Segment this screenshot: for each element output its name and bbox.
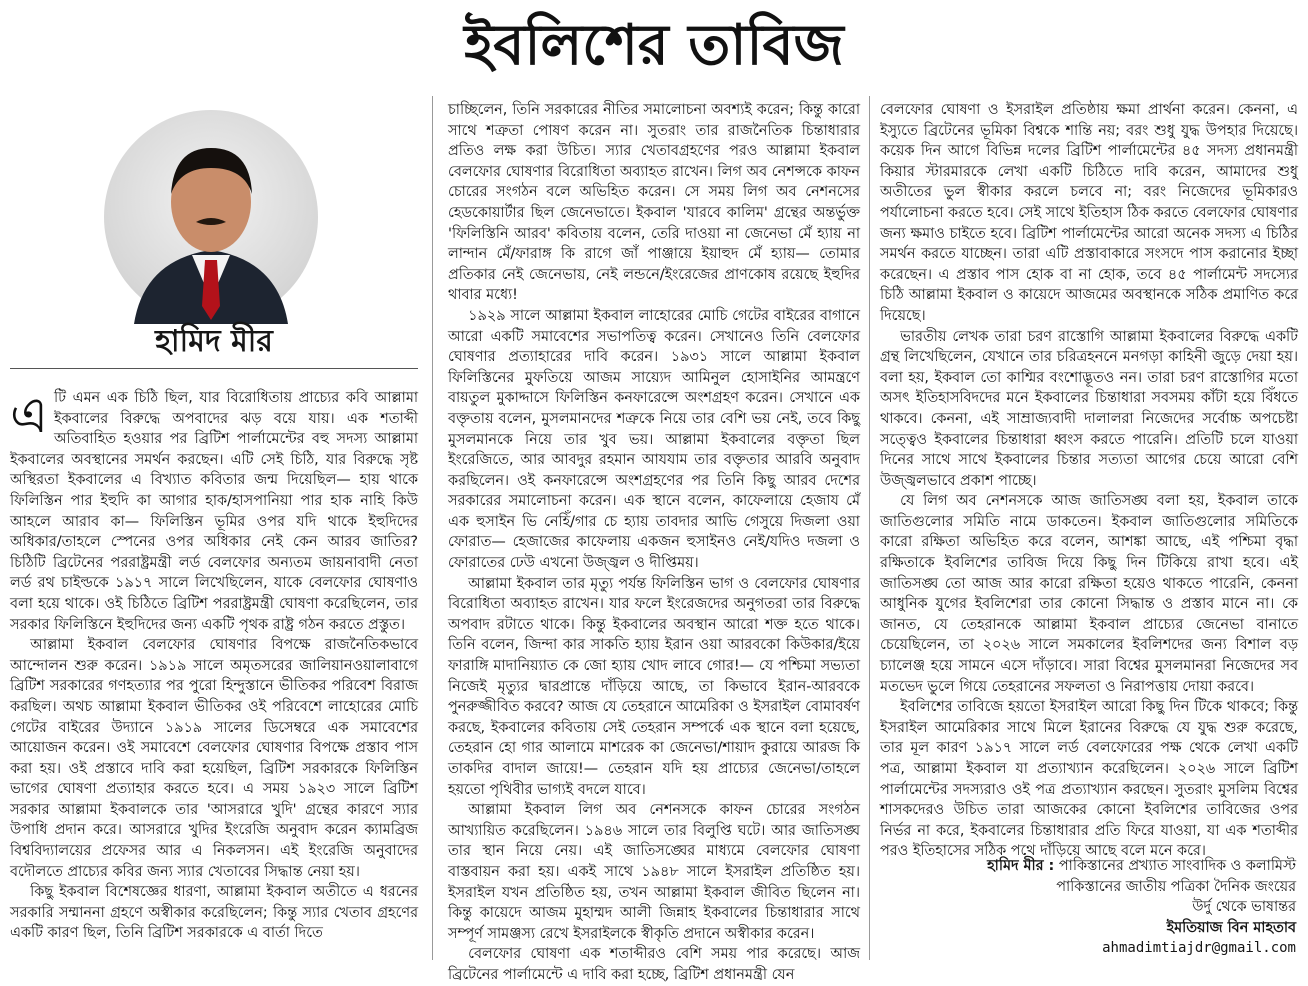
column-divider [432, 96, 433, 960]
author-byline [880, 856, 1296, 959]
article-paragraph: বেলফোর ঘোষণা ও ইসরাইল প্রতিষ্ঠায় ক্ষমা প্রার্থনা করেন। কেননা, এ ইস্যুতে ব্রিটেনের ভূমিকা বিশ্বকে শান্তি নয়; বরং শুধু যুদ্ধ উপহার দিয়েছে। কয়েক দিন আগে বিভিন্ন দলের ব্রিটিশ পার্লামেন্টের ৪৫ সদস্য প্রধানমন্ত্রী কিয়ার স্টারমারকে লেখা একটি চিঠিতে দাবি করেন, আমাদের শুধু অতীতের ভুল স্বীকার করলে চলবে না; বরং নিজেদের ভূমিকারও পর্যালোচনা করতে হবে। সেই সাথে ইতিহাস ঠিক করতে বেলফোর ঘোষণার জন্য ক্ষমাও চাইতে হবে। ব্রিটিশ পার্লামেন্টের আরো অনেক সদস্য এ চিঠির সমর্থন করতে যাচ্ছেন। তারা এটি প্রস্তাবাকারে সংসদে পাস করানোর ইচ্ছা করেছেন। এ প্রস্তাব পাস হোক বা না হোক, তবে ৪৫ পার্লামেন্ট সদস্যের চিঠি আল্লামা ইকবাল ও কায়েদে আজমের অবস্থানকে সঠিক প্রমাণিত করে দিয়েছে। [880, 102, 1298, 324]
drop-cap: এ [10, 386, 49, 444]
article-column-left [10, 388, 418, 960]
article-column-middle [448, 100, 860, 983]
article-paragraph: যে লিগ অব নেশনসকে আজ জাতিসঙ্ঘ বলা হয়, ইকবাল তাকে জাতিগুলোর সমিতি নামে ডাকতেন। ইকবাল জাতিগুলোর সমিতিকে কারো রক্ষিতা অভিহিত করে বলেন, আশঙ্কা আছে, এই পশ্চিমা বৃদ্ধা রক্ষিতাকে ইবলিশের তাবিজ দিয়ে কিছু দিন টিকিয়ে রাখা হবে। এই জাতিসঙ্ঘ তো আজ আর কারো রক্ষিতা হয়েও থাকতে পারেনি, কেননা আধুনিক যুগের ইবলিশেরা তার কোনো সিদ্ধান্ত ও প্রস্তাব মানে না। কে জানত, যে তেহরানকে আল্লামা ইকবাল প্রাচ্যের জেনেভা বানাতে চেয়েছিলেন, তা ২০২৬ সালে সমকালের ইবলিশদের জন্য বিশাল বড় চ্যালেঞ্জ হয়ে সামনে এসে দাঁড়াবে। সারা বিশ্বের মুসলমানরা নিজেদের সব মতভেদ ভুলে গিয়ে তেহরানের সফলতা ও নিরাপত্তায় দোয়া করবে। [880, 493, 1298, 695]
article-paragraph: ইবলিশের তাবিজে হয়তো ইসরাইল আরো কিছু দিন টিকে থাকবে; কিন্তু ইসরাইল আমেরিকার সাথে মিলে ইরানের বিরুদ্ধে যে যুদ্ধ শুরু করেছে, তার মূল কারণ ১৯১৭ সালে লর্ড বেলফোরের পক্ষ থেকে লেখা একটি পত্র, আল্লামা ইকবাল যা প্রত্যাখ্যান করেছিলেন। ২০২৬ সালে ব্রিটিশ পার্লামেন্টের সদস্যরাও ওই পত্র প্রত্যাখ্যান করছেন। সুতরাং মুসলিম বিশ্বের শাসকদেরও উচিত তারা আজকের কোনো ইবলিশের তাবিজের ওপর নির্ভর না করে, ইকবালের চিন্তাধারার প্রতি ফিরে যাওয়া, যা এক শতাব্দীর পরও ইতিহাসের সঠিক পথে দাঁড়িয়ে আছে বলে মনে করে। [880, 699, 1298, 860]
article-paragraph: আল্লামা ইকবাল তার মৃত্যু পর্যন্ত ফিলিস্তিন ভাগ ও বেলফোর ঘোষণার বিরোধিতা অব্যাহত রাখেন। যার ফলে ইংরেজদের অনুগতরা তার বিরুদ্ধে অপবাদ রটাতে থাকে। কিন্তু ইকবালের অবস্থান আরো শক্ত হতে থাকে। তিনি বলেন, জিন্দা কার সাকতি হ্যায় ইরান ওয়া আরবকো কিউকার/ইয়ে ফারাঙ্গি মাদানিয়্যাত কে জো হ্যায় খোদ লাবে গোর!— যে পশ্চিমা সভ্যতা নিজেই মৃত্যুর দ্বারপ্রান্তে দাঁড়িয়ে আছে, তা কিভাবে ইরান-আরবকে পুনরুজ্জীবিত করবে? আজ যে তেহরানে আমেরিকা ও ইসরাইল বোমাবর্ষণ করছে, ইকবালের কবিতায় সেই তেহরান সম্পর্কে এক স্থানে বলা হয়েছে, তেহরান হো গার আলামে মাশরেক কা জেনেভা/শায়াদ কুরায়ে আরজ কি তাকদির বাদাল জায়ে!— তেহরান যদি হয় প্রাচ্যের জেনেভা/তাহলে হয়তো পৃথিবীর ভাগ্যই বদলে যাবে। [448, 575, 860, 798]
byline-line-3: উর্দু থেকে ভাষান্তর [1192, 899, 1296, 916]
article-paragraph: কিছু ইকবাল বিশেষজ্ঞের ধারণা, আল্লামা ইকবাল অতীতে এ ধরনের সরকারি সম্মাননা গ্রহণে অস্বীকার করেছিলেন; কিন্তু স্যার খেতাব গ্রহণের একটি কারণ ছিল, তিনি ব্রিটিশ সরকারকে এ বার্তা দিতে [10, 884, 418, 942]
article-paragraph: আল্লামা ইকবাল বেলফোর ঘোষণার বিপক্ষে রাজনৈতিকভাবে আন্দোলন শুরু করেন। ১৯১৯ সালে অমৃতসরের জালিয়ানওয়ালাবাগে ব্রিটিশ সরকারের গণহত্যার পর পুরো হিন্দুস্তানে ভীতিকর পরিবেশ বিরাজ করছিল। অথচ আল্লামা ইকবাল ভীতিকর ওই পরিবেশে লাহোরের মোচি গেটের বাইরের উদ্যানে ১৯১৯ সালের ডিসেম্বরে এক সমাবেশের আয়োজন করেন। ওই সমাবেশে বেলফোর ঘোষণার বিপক্ষে প্রস্তাব পাস করা হয়। ওই প্রস্তাবে দাবি করা হয়েছিল, ব্রিটিশ সরকারকে ফিলিস্তিন ভাগের ঘোষণা প্রত্যাহার করতে হবে। এ সময় ১৯২৩ সালে ব্রিটিশ সরকার আল্লামা ইকবালকে তার 'আসরারে খুদি' গ্রন্থের কারণে স্যার উপাধি প্রদান করে। আসরারে খুদির ইংরেজি অনুবাদ করেন ক্যামব্রিজ বিশ্ববিদ্যালয়ের প্রফেসর আর এ নিকলসন। এই ইংরেজি অনুবাদের বদৌলতে প্রাচ্যের কবির জন্য স্যার খেতাবের সিদ্ধান্ত নেয়া হয়। [10, 637, 418, 880]
article-paragraph-text: টি এমন এক চিঠি ছিল, যার বিরোধিতায় প্রাচ্যের কবি আল্লামা ইকবালের বিরুদ্ধে অপবাদের ঝড় বয়ে যায়। এক শতাব্দী অতিবাহিত হওয়ার পর ব্রিটিশ পার্লামেন্টের বহু সদস্য আল্লামা ইকবালের অবস্থানের সমর্থন করছেন। এটি সেই চিঠি, যার বিরুদ্ধে সৃষ্ট অস্থিরতা ইকবালের এ বিখ্যাত কবিতার জন্ম দিয়েছিল— হায় থাকে ফিলিস্তিন পার ইহুদি কা আগার হাক/হাসপানিয়া পার হাক নাহি কিউ আহলে আরাব কা— ফিলিস্তিন ভূমির ওপর যদি থাকে ইহুদিদের অধিকার/তাহলে স্পেনের ওপর অধিকার নেই কেন আরব জাতির? চিঠিটি ব্রিটেনের পররাষ্ট্রমন্ত্রী লর্ড বেলফোর অন্যতম জায়নাবাদী নেতা লর্ড রথ চাইল্ডকে ১৯১৭ সালে লিখেছিলেন, যাকে বেলফোর ঘোষণাও বলা হয়ে থাকে। ওই চিঠিতে ব্রিটিশ পররাষ্ট্রমন্ত্রী ঘোষণা করেছিলেন, তার সরকার ফিলিস্তিনে ইহুদিদের জন্য একটি পৃথক রাষ্ট্র গঠন করতে প্রস্তুত। [10, 390, 418, 633]
author-portrait-illustration [104, 110, 318, 324]
article-column-right [880, 100, 1298, 860]
author-divider [10, 368, 418, 369]
article-paragraph: চাচ্ছিলেন, তিনি সরকারের নীতির সমালোচনা অবশ্যই করেন; কিন্তু কারো সাথে শত্রুতা পোষণ করেন না। সুতরাং তার রাজনৈতিক চিন্তাধারার প্রতিও লক্ষ করা উচিত। স্যার খেতাবগ্রহণের পরও আল্লামা ইকবাল বেলফোর ঘোষণার বিরোধিতা অব্যাহত রাখেন। লিগ অব নেশন্সকে কাফন চোরের সংগঠন বলে অভিহিত করেন। সে সময় লিগ অব নেশনসের হেডকোয়ার্টার ছিল জেনেভাতে। ইকবাল 'যারবে কালিম' গ্রন্থের অন্তর্ভুক্ত 'ফিলিস্তিনি আরব' কবিতায় বলেন, তেরি দাওয়া না জেনেভা মেঁ হ্যায় না লান্দান মেঁ/ফারাঙ্গ কি রাগে জাঁ পাঞ্জায়ে ইয়াহুদ মেঁ হ্যায়— তোমার প্রতিকার নেই জেনেভায়, নেই লন্ডনে/ইংরেজের প্রাণকোষ রয়েছে ইহুদির থাবার মধ্যে! [448, 102, 860, 304]
article-paragraph: বেলফোর ঘোষণা এক শতাব্দীরও বেশি সময় পার করেছে। আজ ব্রিটেনের পার্লামেন্টে এ দাবি করা হচ্ছে, ব্রিটিশ প্রধানমন্ত্রী যেন [448, 946, 860, 983]
byline-role: পাকিস্তানের প্রখ্যাত সাংবাদিক ও কলামিস্ট [1058, 858, 1296, 874]
byline-line-2: পাকিস্তানের জাতীয় পত্রিকা দৈনিক জংয়ের [1056, 878, 1296, 895]
translator-email[interactable]: ahmadimtiajdr@gmail.com [1102, 940, 1296, 957]
translator-name: ইমতিয়াজ বিন মাহতাব [1166, 919, 1296, 936]
article-paragraph [10, 388, 418, 635]
byline-name: হামিদ মীর : [987, 858, 1055, 874]
byline-line-1 [880, 856, 1296, 877]
article-paragraph: আল্লামা ইকবাল লিগ অব নেশনসকে কাফন চোরের সংগঠন আখ্যায়িত করেছিলেন। ১৯৪৬ সালে তার বিলুপ্তি ঘটে। আর জাতিসঙ্ঘ তার স্থান নিয়ে নেয়। এই জাতিসঙ্ঘের মাধ্যমে বেলফোর ঘোষণা বাস্তবায়ন করা হয়। একই সাথে ১৯৪৮ সালে ইসরাইল প্রতিষ্ঠিত হয়। ইসরাইল যখন প্রতিষ্ঠিত হয়, তখন আল্লামা ইকবাল জীবিত ছিলেন না। কিন্তু কায়েদে আজম মুহাম্মদ আলী জিন্নাহ ইকবালের চিন্তাধারার সাথে সম্পূর্ণ সামঞ্জস্য রেখে ইসরাইলকে স্বীকৃতি প্রদানে অস্বীকার করেন। [448, 802, 860, 942]
author-photo [104, 110, 318, 324]
author-name: হামিদ মীর [155, 324, 273, 359]
article-paragraph: ভারতীয় লেখক তারা চরণ রাস্তোগি আল্লামা ইকবালের বিরুদ্ধে একটি গ্রন্থ লিখেছিলেন, যেখানে তার চরিত্রহননে মনগড়া কাহিনী জুড়ে দেয়া হয়। বলা হয়, ইকবাল তো কাশ্মির বংশোদ্ভূতও নন। তারা চরণ রাস্তোগির মতো অসৎ ইতিহাসবিদদের মনে ইকবালের চিন্তাধারা সবসময় কাঁটা হয়ে বিঁধতে থাকবে। কেননা, এই সাম্রাজ্যবাদী দালালরা নিজেদের সর্বোচ্চ অপচেষ্টা সত্ত্বেও ইকবালের চিন্তাধারা ধ্বংস করতে পারেনি। প্রতিটি চলে যাওয়া দিনের সাথে সাথে ইকবালের চিন্তার সত্যতা আগের চেয়ে আরো বেশি উজ্জ্বলভাবে প্রকাশ পাচ্ছে। [880, 328, 1298, 489]
page-title: ইবলিশের তাবিজ [464, 12, 844, 78]
article-paragraph: ১৯২৯ সালে আল্লামা ইকবাল লাহোরের মোচি গেটের বাইরের বাগানে আরো একটি সমাবেশের সভাপতিত্ব করেন। সেখানেও তিনি বেলফোর ঘোষণার প্রত্যাহারের দাবি করেন। ১৯৩১ সালে আল্লামা ইকবাল ফিলিস্তিনের মুফতিয়ে আজম সায়্যেদ আমিনুল হোসাইনির আমন্ত্রণে বায়তুল মুকাদ্দাসে ফিলিস্তিন কনফারেন্সে অংশগ্রহণ করেন। সেখানে এক বক্তৃতায় বলেন, মুসলমানদের শত্রুকে নিয়ে তার বেশি ভয় নেই, তবে কিছু মুসলমানকে নিয়ে তার খুব ভয়। আল্লামা ইকবালের বক্তৃতা ছিল ইংরেজিতে, আর আবদুর রহমান আযযাম তার বক্তৃতার আরবি অনুবাদ করছিলেন। ওই কনফারেন্সে অংশগ্রহণের পর তিনি কিছু আরব দেশের সরকারের সমালোচনা করেন। এক স্থানে বলেন, কাফেলায়ে হেজায মেঁ এক হুসাইন ভি নেহিঁ/গার চে হ্যায় তাবদার আভি গেসুয়ে দিজলা ওয়া ফোরাত— হেজাজের কাফেলায় একজন হুসাইনও নেই/যদিও দজলা ও ফোরাতের ঢেউ এখনো উজ্জ্বল ও দীপ্তিময়। [448, 307, 860, 572]
column-divider [869, 96, 870, 960]
